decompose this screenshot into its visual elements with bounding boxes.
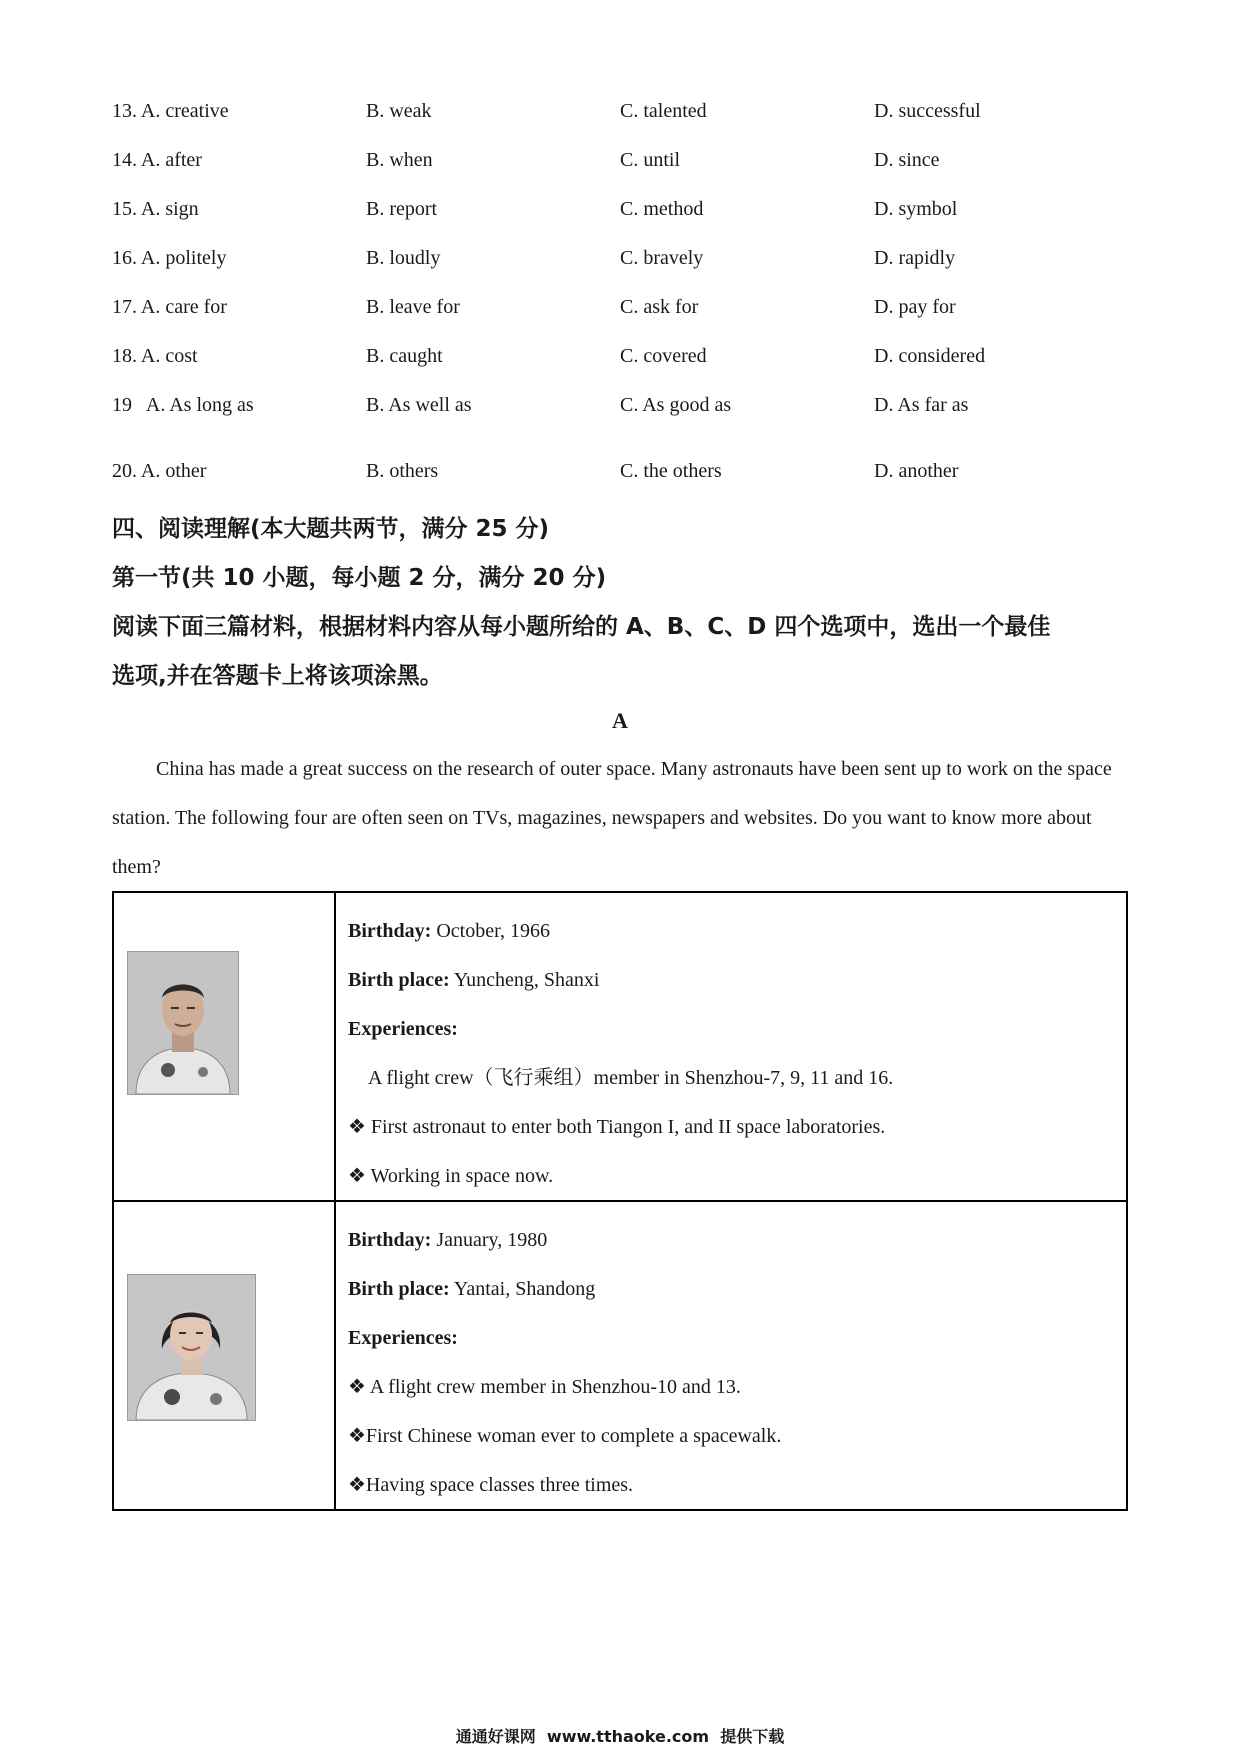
options-list bbox=[112, 100, 1122, 509]
option-row-16 bbox=[112, 247, 1122, 296]
option-b: B. caught bbox=[366, 345, 443, 367]
option-c: C. the others bbox=[620, 460, 722, 482]
option-a: 20. A. other bbox=[112, 460, 207, 482]
astronaut-photo-1 bbox=[127, 951, 239, 1095]
birthplace-label: Birth place: bbox=[348, 1278, 450, 1300]
birthday-label: Birthday: bbox=[348, 1229, 432, 1251]
option-c: C. bravely bbox=[620, 247, 704, 269]
astronaut-photo-2 bbox=[127, 1274, 256, 1421]
birthday-value: October, 1966 bbox=[431, 920, 550, 942]
experience-item: ❖ Working in space now. bbox=[348, 1165, 554, 1187]
experiences-label: Experiences: bbox=[348, 1327, 458, 1349]
option-row-20 bbox=[112, 460, 1122, 509]
option-row-14 bbox=[112, 149, 1122, 198]
astronaut-row-1 bbox=[114, 893, 1126, 1202]
option-b: B. As well as bbox=[366, 394, 472, 416]
astronaut-portrait-icon bbox=[128, 1275, 255, 1420]
option-row-15 bbox=[112, 198, 1122, 247]
option-d: D. since bbox=[874, 149, 940, 171]
option-d: D. pay for bbox=[874, 296, 956, 318]
birthday-line bbox=[348, 907, 893, 956]
birthday-value: January, 1980 bbox=[431, 1229, 548, 1251]
passage-intro bbox=[112, 745, 1130, 892]
experiences-label: Experiences: bbox=[348, 1018, 458, 1040]
experience-item: A flight crew（飞行乘组）member in Shenzhou-7, 9, 11 and 16. bbox=[368, 1067, 894, 1089]
option-c: C. until bbox=[620, 149, 681, 171]
option-a: 17. A. care for bbox=[112, 296, 227, 318]
astronaut-row-2 bbox=[114, 1202, 1126, 1509]
option-row-19 bbox=[112, 394, 1122, 460]
option-a: 18. A. cost bbox=[112, 345, 198, 367]
option-a: 13. A. creative bbox=[112, 100, 229, 122]
section-title: 四、阅读理解(本大题共两节，满分 25 分) bbox=[112, 516, 550, 542]
birthday-label: Birthday: bbox=[348, 920, 432, 942]
birthplace-label: Birth place: bbox=[348, 969, 450, 991]
option-b: B. report bbox=[366, 198, 438, 220]
option-b: B. leave for bbox=[366, 296, 460, 318]
option-c: C. ask for bbox=[620, 296, 699, 318]
option-row-13 bbox=[112, 100, 1122, 149]
birthplace-value: Yantai, Shandong bbox=[449, 1278, 596, 1300]
option-b: B. others bbox=[366, 460, 439, 482]
option-b: B. loudly bbox=[366, 247, 441, 269]
option-a: 14. A. after bbox=[112, 149, 202, 171]
instruction-line-1: 阅读下面三篇材料，根据材料内容从每小题所给的 A、B、C、D 四个选项中，选出一个最佳 bbox=[112, 614, 1051, 640]
experience-item: ❖ A flight crew member in Shenzhou-10 and 13. bbox=[348, 1376, 741, 1398]
option-b: B. when bbox=[366, 149, 433, 171]
option-c: C. As good as bbox=[620, 394, 732, 416]
option-a: 19 A. As long as bbox=[112, 394, 254, 416]
option-d: D. As far as bbox=[874, 394, 969, 416]
option-d: D. rapidly bbox=[874, 247, 956, 269]
birthplace-line bbox=[348, 956, 893, 1005]
option-c: C. talented bbox=[620, 100, 707, 122]
option-b: B. weak bbox=[366, 100, 432, 122]
option-d: D. symbol bbox=[874, 198, 958, 220]
option-d: D. considered bbox=[874, 345, 986, 367]
experience-item: ❖First Chinese woman ever to complete a spacewalk. bbox=[348, 1425, 782, 1447]
option-c: C. method bbox=[620, 198, 704, 220]
passage-letter: A bbox=[612, 708, 628, 733]
option-row-17 bbox=[112, 296, 1122, 345]
option-d: D. successful bbox=[874, 100, 981, 122]
experience-item: ❖ First astronaut to enter both Tiangon I, and II space laboratories. bbox=[348, 1116, 886, 1138]
option-a: 16. A. politely bbox=[112, 247, 227, 269]
option-a: 15. A. sign bbox=[112, 198, 199, 220]
page-footer: 通通好课网 www.tthaoke.com 提供下载 bbox=[455, 1727, 785, 1746]
astronaut-info-2 bbox=[348, 1216, 781, 1510]
passage-intro-text: China has made a great success on the research of outer space. Many astronauts have been sent up to work on the space station. The following four are often seen on TVs, magazines, newspapers and websites. Do you want to know more about them? bbox=[112, 758, 1112, 878]
option-d: D. another bbox=[874, 460, 959, 482]
part-title: 第一节(共 10 小题，每小题 2 分，满分 20 分) bbox=[112, 565, 607, 591]
astronaut-portrait-icon bbox=[128, 952, 238, 1094]
experience-item: ❖Having space classes three times. bbox=[348, 1474, 634, 1496]
instruction-line-2: 选项,并在答题卡上将该项涂黑。 bbox=[112, 663, 443, 689]
birthplace-value: Yuncheng, Shanxi bbox=[449, 969, 600, 991]
birthday-line bbox=[348, 1216, 781, 1265]
astronaut-info-1 bbox=[348, 907, 893, 1201]
option-row-18 bbox=[112, 345, 1122, 394]
option-c: C. covered bbox=[620, 345, 707, 367]
birthplace-line bbox=[348, 1265, 781, 1314]
astronaut-table bbox=[112, 891, 1128, 1511]
